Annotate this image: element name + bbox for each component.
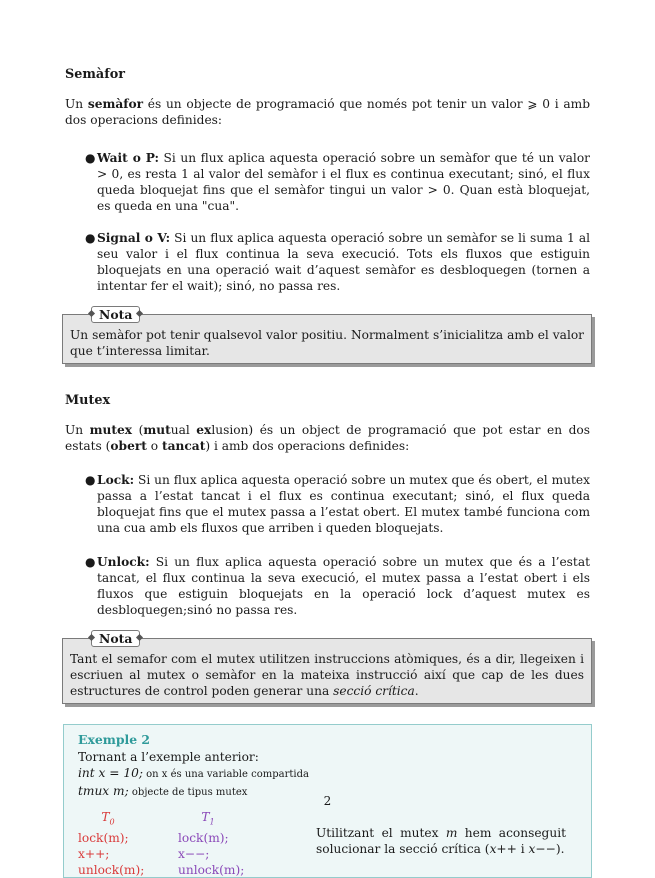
note-box-semafor — [62, 307, 592, 364]
code-line: x−−; — [178, 847, 210, 862]
example-line-3: tmux m; objecte de tipus mutex — [78, 784, 248, 798]
list-item-wait: ● Wait o P: Si un flux aplica aquesta operació sobre un semàfor que té un valor > 0, es resta 1 al valor del semàfor i el flux es continua executant; sinó, el flux queda bloquejat fins que el semàfor tingui un valor > 0. Quan està bloquejat, es queda en una "cua". — [85, 151, 590, 213]
note-label: Nota — [91, 306, 140, 323]
bullet-icon: ● — [85, 151, 96, 165]
code-line: lock(m); — [78, 831, 129, 846]
page-number: 2 — [323, 794, 332, 808]
thread-t0-column — [78, 809, 178, 878]
code-line: unlock(m); — [78, 863, 145, 878]
bullet-icon: ● — [85, 555, 96, 569]
list-item-signal: ● Signal o V: Si un flux aplica aquesta operació sobre un semàfor se li suma 1 al seu valor i el flux continua la seva execució. Tots els fluxos que estiguin bloquejats en una operació wait d’aquest semàfor es desbloquegen (tornen a intentar fer el wait); sinó, no passa res. — [85, 231, 591, 293]
note-label: Nota — [91, 630, 140, 647]
bullet-icon: ● — [85, 231, 96, 245]
code-columns — [78, 809, 577, 878]
bullet-icon: ● — [85, 473, 96, 487]
list-item-unlock: ● Unlock: Si un flux aplica aquesta operació sobre un mutex que és a l’estat tancat, el flux continua la seva execució, el mutex passa a l’estat obert i els fluxos que estiguin bloquejats en la operació lock d’aquest mutex es desbloquegen;sinó no passa res. — [85, 555, 590, 617]
semafor-term: semàfor — [87, 97, 144, 111]
example-line-2: int x = 10; on x és una variable compartida — [78, 766, 309, 780]
thread-t1-header: $T_1$ — [201, 810, 215, 827]
semafor-operations-list — [65, 150, 590, 294]
thread-t0-header: $T_0$ — [101, 810, 115, 827]
code-line: x++; — [78, 847, 110, 862]
page-content — [65, 62, 590, 878]
note-text: Un semàfor pot tenir qualsevol valor positiu. Normalment s’inicialitza amb el valor que t’interessa limitar. — [70, 328, 584, 358]
example-title: Exemple 2 — [78, 732, 151, 747]
semafor-intro: Un semàfor és un objecte de programació que només pot tenir un valor ⩾ 0 i amb dos operacions definides: — [65, 97, 590, 127]
note-text: Tant el semafor com el mutex utilitzen instruccions atòmiques, és a dir, llegeixen i escriuen al mutex o semàfor en la mateixa instrucció així que cap de les dues estructures de control poden generar una secció crítica. — [70, 652, 584, 698]
note-box-mutex — [62, 631, 592, 704]
mutex-intro: Un mutex (mutual exlusion) és un object de programació que pot estar en dos estats (obert o tancat) i amb dos operacions definides: — [65, 423, 591, 453]
example-explanation: Utilitzant el mutex m hem aconseguit solucionar la secció crítica (x++ i x−−). — [316, 826, 566, 856]
section-title-mutex: Mutex — [65, 393, 111, 408]
code-line: lock(m); — [178, 831, 229, 846]
thread-t1-column — [178, 809, 278, 878]
section-title-semafor: Semàfor — [65, 67, 125, 82]
mutex-operations-list — [65, 472, 590, 618]
example-line-1: Tornant a l’exemple anterior: — [78, 750, 259, 764]
list-item-lock: ● Lock: Si un flux aplica aquesta operació sobre un mutex que és obert, el mutex passa a l’estat tancat i el flux es continua executant; sinó, el flux queda bloquejat fins que el mutex passa a l’estat obert. El mutex també funciona com una cua amb els fluxos que arriben i queden bloquejats. — [85, 473, 590, 535]
code-line: unlock(m); — [178, 863, 245, 878]
